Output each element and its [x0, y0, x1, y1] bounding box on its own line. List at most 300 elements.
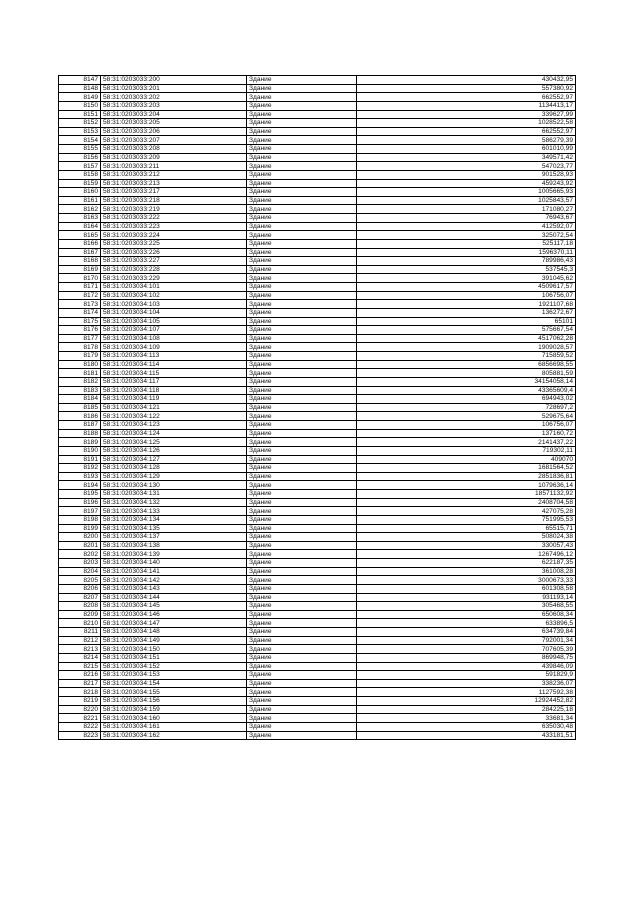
- table-row: [59, 101, 576, 110]
- cadastral-value-cell: 634739,84: [357, 628, 576, 637]
- table-row: [59, 533, 576, 542]
- object-type-cell: Здание: [247, 377, 357, 386]
- cadastral-value-cell: 12924452,82: [357, 697, 576, 706]
- row-number-cell: 8203: [59, 559, 101, 568]
- cadastral-value-cell: 557380,92: [357, 84, 576, 93]
- row-number-cell: 8202: [59, 550, 101, 559]
- object-type-cell: Здание: [247, 265, 357, 274]
- object-type-cell: Здание: [247, 507, 357, 516]
- object-type-cell: Здание: [247, 274, 357, 283]
- row-number-cell: 8172: [59, 291, 101, 300]
- object-type-cell: Здание: [247, 628, 357, 637]
- object-type-cell: Здание: [247, 697, 357, 706]
- cadastral-value-cell: 136272,67: [357, 308, 576, 317]
- cadastral-value-cell: 106756,07: [357, 421, 576, 430]
- table-row: [59, 360, 576, 369]
- table-row: [59, 93, 576, 102]
- cadastral-value-cell: 1596370,11: [357, 248, 576, 257]
- row-number-cell: 8214: [59, 653, 101, 662]
- cadastral-number-cell: 58:31:0203033:222: [101, 214, 247, 223]
- object-type-cell: Здание: [247, 308, 357, 317]
- row-number-cell: 8219: [59, 697, 101, 706]
- cadastral-value-cell: 284225,18: [357, 705, 576, 714]
- row-number-cell: 8163: [59, 214, 101, 223]
- cadastral-number-cell: 58:31:0203034:114: [101, 360, 247, 369]
- object-type-cell: Здание: [247, 326, 357, 335]
- object-type-cell: Здание: [247, 214, 357, 223]
- table-row: [59, 455, 576, 464]
- cadastral-value-cell: 586279,39: [357, 136, 576, 145]
- cadastral-value-cell: 430432,95: [357, 76, 576, 85]
- table-row: [59, 438, 576, 447]
- object-type-cell: Здание: [247, 714, 357, 723]
- cadastral-number-cell: 58:31:0203034:107: [101, 326, 247, 335]
- row-number-cell: 8183: [59, 386, 101, 395]
- object-type-cell: Здание: [247, 524, 357, 533]
- cadastral-value-cell: 1028522,58: [357, 119, 576, 128]
- cadastral-value-cell: 622187,35: [357, 559, 576, 568]
- table-row: [59, 481, 576, 490]
- table-row: [59, 524, 576, 533]
- object-type-cell: Здание: [247, 188, 357, 197]
- object-type-cell: Здание: [247, 688, 357, 697]
- cadastral-number-cell: 58:31:0203033:200: [101, 76, 247, 85]
- cadastral-number-cell: 58:31:0203034:131: [101, 490, 247, 499]
- object-type-cell: Здание: [247, 76, 357, 85]
- cadastral-value-cell: 171080,27: [357, 205, 576, 214]
- cadastral-value-cell: 508024,38: [357, 533, 576, 542]
- row-number-cell: 8157: [59, 162, 101, 171]
- cadastral-value-cell: 1921107,68: [357, 300, 576, 309]
- cadastral-value-cell: 2141437,22: [357, 438, 576, 447]
- cadastral-value-cell: 635030,48: [357, 722, 576, 731]
- cadastral-value-cell: 6856698,55: [357, 360, 576, 369]
- table-row: [59, 257, 576, 266]
- row-number-cell: 8169: [59, 265, 101, 274]
- row-number-cell: 8162: [59, 205, 101, 214]
- table-row: [59, 291, 576, 300]
- object-type-cell: Здание: [247, 722, 357, 731]
- cadastral-value-cell: 529675,64: [357, 412, 576, 421]
- cadastral-value-cell: 34154058,14: [357, 377, 576, 386]
- cadastral-number-cell: 58:31:0203034:150: [101, 645, 247, 654]
- row-number-cell: 8166: [59, 239, 101, 248]
- table-row: [59, 127, 576, 136]
- cadastral-value-cell: 547023,77: [357, 162, 576, 171]
- table-row: [59, 334, 576, 343]
- cadastral-value-cell: 525117,18: [357, 239, 576, 248]
- cadastral-number-cell: 58:31:0203033:201: [101, 84, 247, 93]
- cadastral-number-cell: 58:31:0203034:123: [101, 421, 247, 430]
- object-type-cell: Здание: [247, 559, 357, 568]
- row-number-cell: 8156: [59, 153, 101, 162]
- cadastral-number-cell: 58:31:0203033:206: [101, 127, 247, 136]
- cadastral-number-cell: 58:31:0203034:125: [101, 438, 247, 447]
- table-row: [59, 645, 576, 654]
- table-row: [59, 731, 576, 740]
- row-number-cell: 8211: [59, 628, 101, 637]
- object-type-cell: Здание: [247, 136, 357, 145]
- cadastral-value-cell: 792001,34: [357, 636, 576, 645]
- cadastral-value-cell: 694943,02: [357, 395, 576, 404]
- table-row: [59, 188, 576, 197]
- object-type-cell: Здание: [247, 369, 357, 378]
- cadastral-value-cell: 325072,54: [357, 231, 576, 240]
- cadastral-number-cell: 58:31:0203033:224: [101, 231, 247, 240]
- object-type-cell: Здание: [247, 446, 357, 455]
- object-type-cell: Здание: [247, 610, 357, 619]
- row-number-cell: 8171: [59, 283, 101, 292]
- cadastral-value-cell: 751995,53: [357, 515, 576, 524]
- cadastral-value-cell: 789986,43: [357, 257, 576, 266]
- cadastral-number-cell: 58:31:0203034:154: [101, 679, 247, 688]
- cadastral-value-cell: 591829,9: [357, 671, 576, 680]
- table-row: [59, 343, 576, 352]
- cadastral-value-cell: 707605,39: [357, 645, 576, 654]
- table-row: [59, 119, 576, 128]
- row-number-cell: 8212: [59, 636, 101, 645]
- object-type-cell: Здание: [247, 145, 357, 154]
- cadastral-number-cell: 58:31:0203034:142: [101, 576, 247, 585]
- cadastral-number-cell: 58:31:0203034:108: [101, 334, 247, 343]
- table-row: [59, 567, 576, 576]
- row-number-cell: 8209: [59, 610, 101, 619]
- cadastral-number-cell: 58:31:0203034:126: [101, 446, 247, 455]
- object-type-cell: Здание: [247, 515, 357, 524]
- table-row: [59, 377, 576, 386]
- row-number-cell: 8210: [59, 619, 101, 628]
- cadastral-value-cell: 305468,55: [357, 602, 576, 611]
- object-type-cell: Здание: [247, 636, 357, 645]
- object-type-cell: Здание: [247, 386, 357, 395]
- cadastral-value-cell: 662552,97: [357, 93, 576, 102]
- table-row: [59, 110, 576, 119]
- table-row: [59, 619, 576, 628]
- object-type-cell: Здание: [247, 231, 357, 240]
- cadastral-number-cell: 58:31:0203034:155: [101, 688, 247, 697]
- table-row: [59, 412, 576, 421]
- row-number-cell: 8173: [59, 300, 101, 309]
- object-type-cell: Здание: [247, 291, 357, 300]
- cadastral-number-cell: 58:31:0203033:208: [101, 145, 247, 154]
- cadastral-value-cell: 601308,58: [357, 584, 576, 593]
- row-number-cell: 8196: [59, 498, 101, 507]
- row-number-cell: 8216: [59, 671, 101, 680]
- cadastral-number-cell: 58:31:0203034:149: [101, 636, 247, 645]
- row-number-cell: 8148: [59, 84, 101, 93]
- cadastral-number-cell: 58:31:0203034:135: [101, 524, 247, 533]
- table-row: [59, 231, 576, 240]
- cadastral-value-cell: 4517062,28: [357, 334, 576, 343]
- row-number-cell: 8192: [59, 464, 101, 473]
- table-row: [59, 628, 576, 637]
- table-row: [59, 179, 576, 188]
- row-number-cell: 8206: [59, 584, 101, 593]
- table-row: [59, 317, 576, 326]
- row-number-cell: 8213: [59, 645, 101, 654]
- cadastral-value-cell: 339627,99: [357, 110, 576, 119]
- row-number-cell: 8194: [59, 481, 101, 490]
- cadastral-number-cell: 58:31:0203034:139: [101, 550, 247, 559]
- cadastral-value-cell: 106756,07: [357, 291, 576, 300]
- table-row: [59, 636, 576, 645]
- table-row: [59, 559, 576, 568]
- object-type-cell: Здание: [247, 248, 357, 257]
- cadastral-value-cell: 805881,59: [357, 369, 576, 378]
- cadastral-value-cell: 1127592,38: [357, 688, 576, 697]
- cadastral-value-cell: 427075,28: [357, 507, 576, 516]
- cadastral-number-cell: 58:31:0203034:104: [101, 308, 247, 317]
- cadastral-value-cell: 575667,54: [357, 326, 576, 335]
- table-row: [59, 602, 576, 611]
- row-number-cell: 8179: [59, 352, 101, 361]
- object-type-cell: Здание: [247, 645, 357, 654]
- table-row: [59, 584, 576, 593]
- row-number-cell: 8220: [59, 705, 101, 714]
- cadastral-number-cell: 58:31:0203033:225: [101, 239, 247, 248]
- cadastral-value-cell: 65515,71: [357, 524, 576, 533]
- cadastral-number-cell: 58:31:0203034:161: [101, 722, 247, 731]
- object-type-cell: Здание: [247, 127, 357, 136]
- table-row: [59, 593, 576, 602]
- cadastral-number-cell: 58:31:0203033:205: [101, 119, 247, 128]
- cadastral-value-cell: 1005665,93: [357, 188, 576, 197]
- object-type-cell: Здание: [247, 498, 357, 507]
- object-type-cell: Здание: [247, 412, 357, 421]
- cadastral-number-cell: 58:31:0203033:213: [101, 179, 247, 188]
- row-number-cell: 8180: [59, 360, 101, 369]
- table-row: [59, 722, 576, 731]
- cadastral-number-cell: 58:31:0203034:101: [101, 283, 247, 292]
- object-type-cell: Здание: [247, 84, 357, 93]
- table-row: [59, 205, 576, 214]
- cadastral-value-cell: 1079636,14: [357, 481, 576, 490]
- row-number-cell: 8215: [59, 662, 101, 671]
- cadastral-value-cell: 65101: [357, 317, 576, 326]
- row-number-cell: 8201: [59, 541, 101, 550]
- table-row: [59, 671, 576, 680]
- object-type-cell: Здание: [247, 395, 357, 404]
- table-row: [59, 248, 576, 257]
- cadastral-number-cell: 58:31:0203033:204: [101, 110, 247, 119]
- table-row: [59, 421, 576, 430]
- object-type-cell: Здание: [247, 101, 357, 110]
- cadastral-number-cell: 58:31:0203033:218: [101, 196, 247, 205]
- object-type-cell: Здание: [247, 334, 357, 343]
- cadastral-number-cell: 58:31:0203034:147: [101, 619, 247, 628]
- cadastral-value-cell: 931193,14: [357, 593, 576, 602]
- table-row: [59, 214, 576, 223]
- cadastral-number-cell: 58:31:0203034:121: [101, 403, 247, 412]
- cadastral-number-cell: 58:31:0203034:140: [101, 559, 247, 568]
- cadastral-value-cell: 633896,5: [357, 619, 576, 628]
- property-table-body: [59, 76, 576, 740]
- cadastral-number-cell: 58:31:0203034:152: [101, 662, 247, 671]
- cadastral-number-cell: 58:31:0203034:129: [101, 472, 247, 481]
- row-number-cell: 8198: [59, 515, 101, 524]
- property-table: [58, 75, 576, 740]
- row-number-cell: 8189: [59, 438, 101, 447]
- cadastral-number-cell: 58:31:0203034:132: [101, 498, 247, 507]
- object-type-cell: Здание: [247, 671, 357, 680]
- cadastral-number-cell: 58:31:0203034:133: [101, 507, 247, 516]
- table-row: [59, 498, 576, 507]
- cadastral-value-cell: 869948,75: [357, 653, 576, 662]
- cadastral-number-cell: 58:31:0203033:223: [101, 222, 247, 231]
- cadastral-number-cell: 58:31:0203034:134: [101, 515, 247, 524]
- table-row: [59, 403, 576, 412]
- object-type-cell: Здание: [247, 455, 357, 464]
- cadastral-number-cell: 58:31:0203034:143: [101, 584, 247, 593]
- object-type-cell: Здание: [247, 257, 357, 266]
- row-number-cell: 8222: [59, 722, 101, 731]
- object-type-cell: Здание: [247, 352, 357, 361]
- row-number-cell: 8204: [59, 567, 101, 576]
- table-row: [59, 507, 576, 516]
- table-row: [59, 541, 576, 550]
- cadastral-number-cell: 58:31:0203034:109: [101, 343, 247, 352]
- row-number-cell: 8174: [59, 308, 101, 317]
- row-number-cell: 8200: [59, 533, 101, 542]
- row-number-cell: 8185: [59, 403, 101, 412]
- cadastral-value-cell: 537545,3: [357, 265, 576, 274]
- cadastral-number-cell: 58:31:0203034:137: [101, 533, 247, 542]
- cadastral-number-cell: 58:31:0203034:148: [101, 628, 247, 637]
- object-type-cell: Здание: [247, 300, 357, 309]
- object-type-cell: Здание: [247, 619, 357, 628]
- object-type-cell: Здание: [247, 576, 357, 585]
- cadastral-number-cell: 58:31:0203034:122: [101, 412, 247, 421]
- object-type-cell: Здание: [247, 567, 357, 576]
- object-type-cell: Здание: [247, 472, 357, 481]
- cadastral-value-cell: 715859,52: [357, 352, 576, 361]
- row-number-cell: 8155: [59, 145, 101, 154]
- row-number-cell: 8197: [59, 507, 101, 516]
- cadastral-value-cell: 412592,07: [357, 222, 576, 231]
- object-type-cell: Здание: [247, 119, 357, 128]
- cadastral-value-cell: 439846,09: [357, 662, 576, 671]
- cadastral-number-cell: 58:31:0203034:153: [101, 671, 247, 680]
- cadastral-value-cell: 662552,97: [357, 127, 576, 136]
- cadastral-value-cell: 391045,62: [357, 274, 576, 283]
- row-number-cell: 8205: [59, 576, 101, 585]
- object-type-cell: Здание: [247, 239, 357, 248]
- row-number-cell: 8165: [59, 231, 101, 240]
- object-type-cell: Здание: [247, 205, 357, 214]
- table-row: [59, 697, 576, 706]
- object-type-cell: Здание: [247, 705, 357, 714]
- object-type-cell: Здание: [247, 541, 357, 550]
- cadastral-number-cell: 58:31:0203033:229: [101, 274, 247, 283]
- table-row: [59, 136, 576, 145]
- object-type-cell: Здание: [247, 593, 357, 602]
- cadastral-number-cell: 58:31:0203034:130: [101, 481, 247, 490]
- table-row: [59, 283, 576, 292]
- cadastral-number-cell: 58:31:0203033:226: [101, 248, 247, 257]
- table-row: [59, 265, 576, 274]
- table-row: [59, 222, 576, 231]
- table-row: [59, 472, 576, 481]
- object-type-cell: Здание: [247, 429, 357, 438]
- row-number-cell: 8150: [59, 101, 101, 110]
- cadastral-number-cell: 58:31:0203034:102: [101, 291, 247, 300]
- cadastral-number-cell: 58:31:0203034:103: [101, 300, 247, 309]
- cadastral-number-cell: 58:31:0203034:160: [101, 714, 247, 723]
- cadastral-value-cell: 601010,99: [357, 145, 576, 154]
- row-number-cell: 8187: [59, 421, 101, 430]
- cadastral-value-cell: 459243,92: [357, 179, 576, 188]
- row-number-cell: 8168: [59, 257, 101, 266]
- cadastral-value-cell: 1267496,12: [357, 550, 576, 559]
- cadastral-value-cell: 330057,43: [357, 541, 576, 550]
- row-number-cell: 8167: [59, 248, 101, 257]
- object-type-cell: Здание: [247, 584, 357, 593]
- cadastral-value-cell: 719302,11: [357, 446, 576, 455]
- cadastral-number-cell: 58:31:0203034:118: [101, 386, 247, 395]
- table-row: [59, 653, 576, 662]
- object-type-cell: Здание: [247, 360, 357, 369]
- row-number-cell: 8223: [59, 731, 101, 740]
- row-number-cell: 8181: [59, 369, 101, 378]
- row-number-cell: 8161: [59, 196, 101, 205]
- row-number-cell: 8188: [59, 429, 101, 438]
- cadastral-value-cell: 361008,28: [357, 567, 576, 576]
- table-row: [59, 714, 576, 723]
- table-row: [59, 662, 576, 671]
- row-number-cell: 8207: [59, 593, 101, 602]
- cadastral-value-cell: 728697,2: [357, 403, 576, 412]
- cadastral-value-cell: 18571132,92: [357, 490, 576, 499]
- object-type-cell: Здание: [247, 162, 357, 171]
- object-type-cell: Здание: [247, 110, 357, 119]
- cadastral-number-cell: 58:31:0203033:217: [101, 188, 247, 197]
- row-number-cell: 8160: [59, 188, 101, 197]
- cadastral-value-cell: 2851836,81: [357, 472, 576, 481]
- table-row: [59, 84, 576, 93]
- cadastral-number-cell: 58:31:0203034:138: [101, 541, 247, 550]
- cadastral-value-cell: 3000673,33: [357, 576, 576, 585]
- cadastral-number-cell: 58:31:0203033:207: [101, 136, 247, 145]
- cadastral-number-cell: 58:31:0203033:227: [101, 257, 247, 266]
- object-type-cell: Здание: [247, 170, 357, 179]
- row-number-cell: 8178: [59, 343, 101, 352]
- object-type-cell: Здание: [247, 679, 357, 688]
- cadastral-number-cell: 58:31:0203033:203: [101, 101, 247, 110]
- cadastral-number-cell: 58:31:0203034:117: [101, 377, 247, 386]
- cadastral-value-cell: 409070: [357, 455, 576, 464]
- row-number-cell: 8221: [59, 714, 101, 723]
- table-row: [59, 196, 576, 205]
- cadastral-value-cell: 1909028,57: [357, 343, 576, 352]
- object-type-cell: Здание: [247, 196, 357, 205]
- row-number-cell: 8218: [59, 688, 101, 697]
- table-row: [59, 274, 576, 283]
- object-type-cell: Здание: [247, 343, 357, 352]
- cadastral-number-cell: 58:31:0203034:141: [101, 567, 247, 576]
- cadastral-number-cell: 58:31:0203033:219: [101, 205, 247, 214]
- table-row: [59, 386, 576, 395]
- cadastral-number-cell: 58:31:0203033:212: [101, 170, 247, 179]
- object-type-cell: Здание: [247, 602, 357, 611]
- table-row: [59, 705, 576, 714]
- row-number-cell: 8177: [59, 334, 101, 343]
- row-number-cell: 8151: [59, 110, 101, 119]
- cadastral-number-cell: 58:31:0203034:119: [101, 395, 247, 404]
- table-row: [59, 446, 576, 455]
- cadastral-value-cell: 1134413,17: [357, 101, 576, 110]
- row-number-cell: 8170: [59, 274, 101, 283]
- object-type-cell: Здание: [247, 93, 357, 102]
